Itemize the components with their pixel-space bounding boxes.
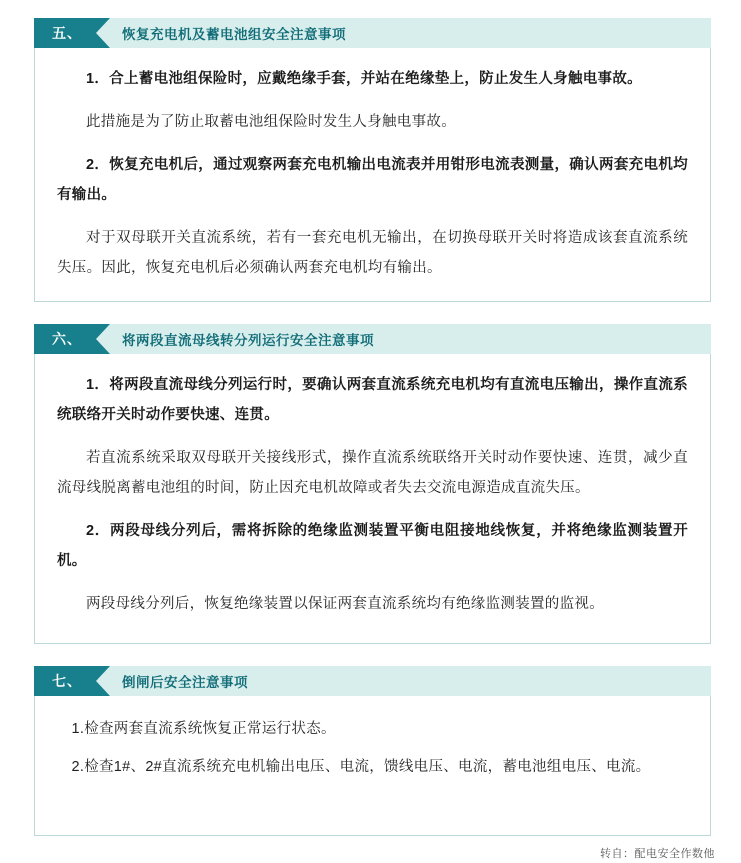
section-five-paragraph-3: 2．恢复充电机后，通过观察两套充电机输出电流表并用钳形电流表测量，确认两套充电机均有输出。 [57, 157, 688, 203]
section-five-paragraph-1: 1．合上蓄电池组保险时，应戴绝缘手套，并站在绝缘垫上，防止发生人身触电事故。 [86, 71, 642, 87]
section-six-title: 将两段直流母线转分列运行安全注意事项 [122, 333, 374, 348]
section-five-title: 恢复充电机及蓄电池组安全注意事项 [122, 27, 346, 42]
section-six-paragraph-4: 两段母线分列后，恢复绝缘装置以保证两套直流系统均有绝缘监测装置的监视。 [86, 596, 604, 612]
section-six-paragraph-1: 1．将两段直流母线分列运行时，要确认两套直流系统充电机均有直流电压输出，操作直流系统联络开关时动作要快速、连贯。 [57, 377, 688, 423]
section-six-header [34, 324, 711, 354]
section-six [34, 324, 711, 644]
section-seven-badge: 七、 [34, 666, 96, 696]
section-five-paragraph-4: 对于双母联开关直流系统，若有一套充电机无输出，在切换母联开关时将造成该套直流系统失压。因此，恢复充电机后必须确认两套充电机均有输出。 [57, 230, 688, 276]
section-seven-title: 倒闸后安全注意事项 [122, 675, 248, 690]
footer-source-note: 转自：配电安全作数他 [600, 848, 715, 860]
section-six-paragraph-3: 2．两段母线分列后，需将拆除的绝缘监测装置平衡电阻接地线恢复，并将绝缘监测装置开机。 [57, 523, 688, 569]
section-seven-body [34, 696, 711, 836]
section-seven [34, 666, 711, 836]
section-five-header [34, 18, 711, 48]
section-seven-header [34, 666, 711, 696]
section-five [34, 18, 711, 302]
section-six-badge: 六、 [34, 324, 96, 354]
section-five-paragraph-2: 此措施是为了防止取蓄电池组保险时发生人身触电事故。 [86, 114, 456, 130]
section-six-body [34, 354, 711, 644]
section-five-body [34, 48, 711, 302]
section-five-badge: 五、 [34, 18, 96, 48]
section-seven-paragraph-1: 1.检查两套直流系统恢复正常运行状态。 [71, 721, 336, 737]
section-seven-paragraph-2: 2.检查1#、2#直流系统充电机输出电压、电流，馈线电压、电流，蓄电池组电压、电流。 [71, 759, 651, 775]
section-six-paragraph-2: 若直流系统采取双母联开关接线形式，操作直流系统联络开关时动作要快速、连贯，减少直流母线脱离蓄电池组的时间，防止因充电机故障或者失去交流电源造成直流失压。 [57, 450, 688, 496]
